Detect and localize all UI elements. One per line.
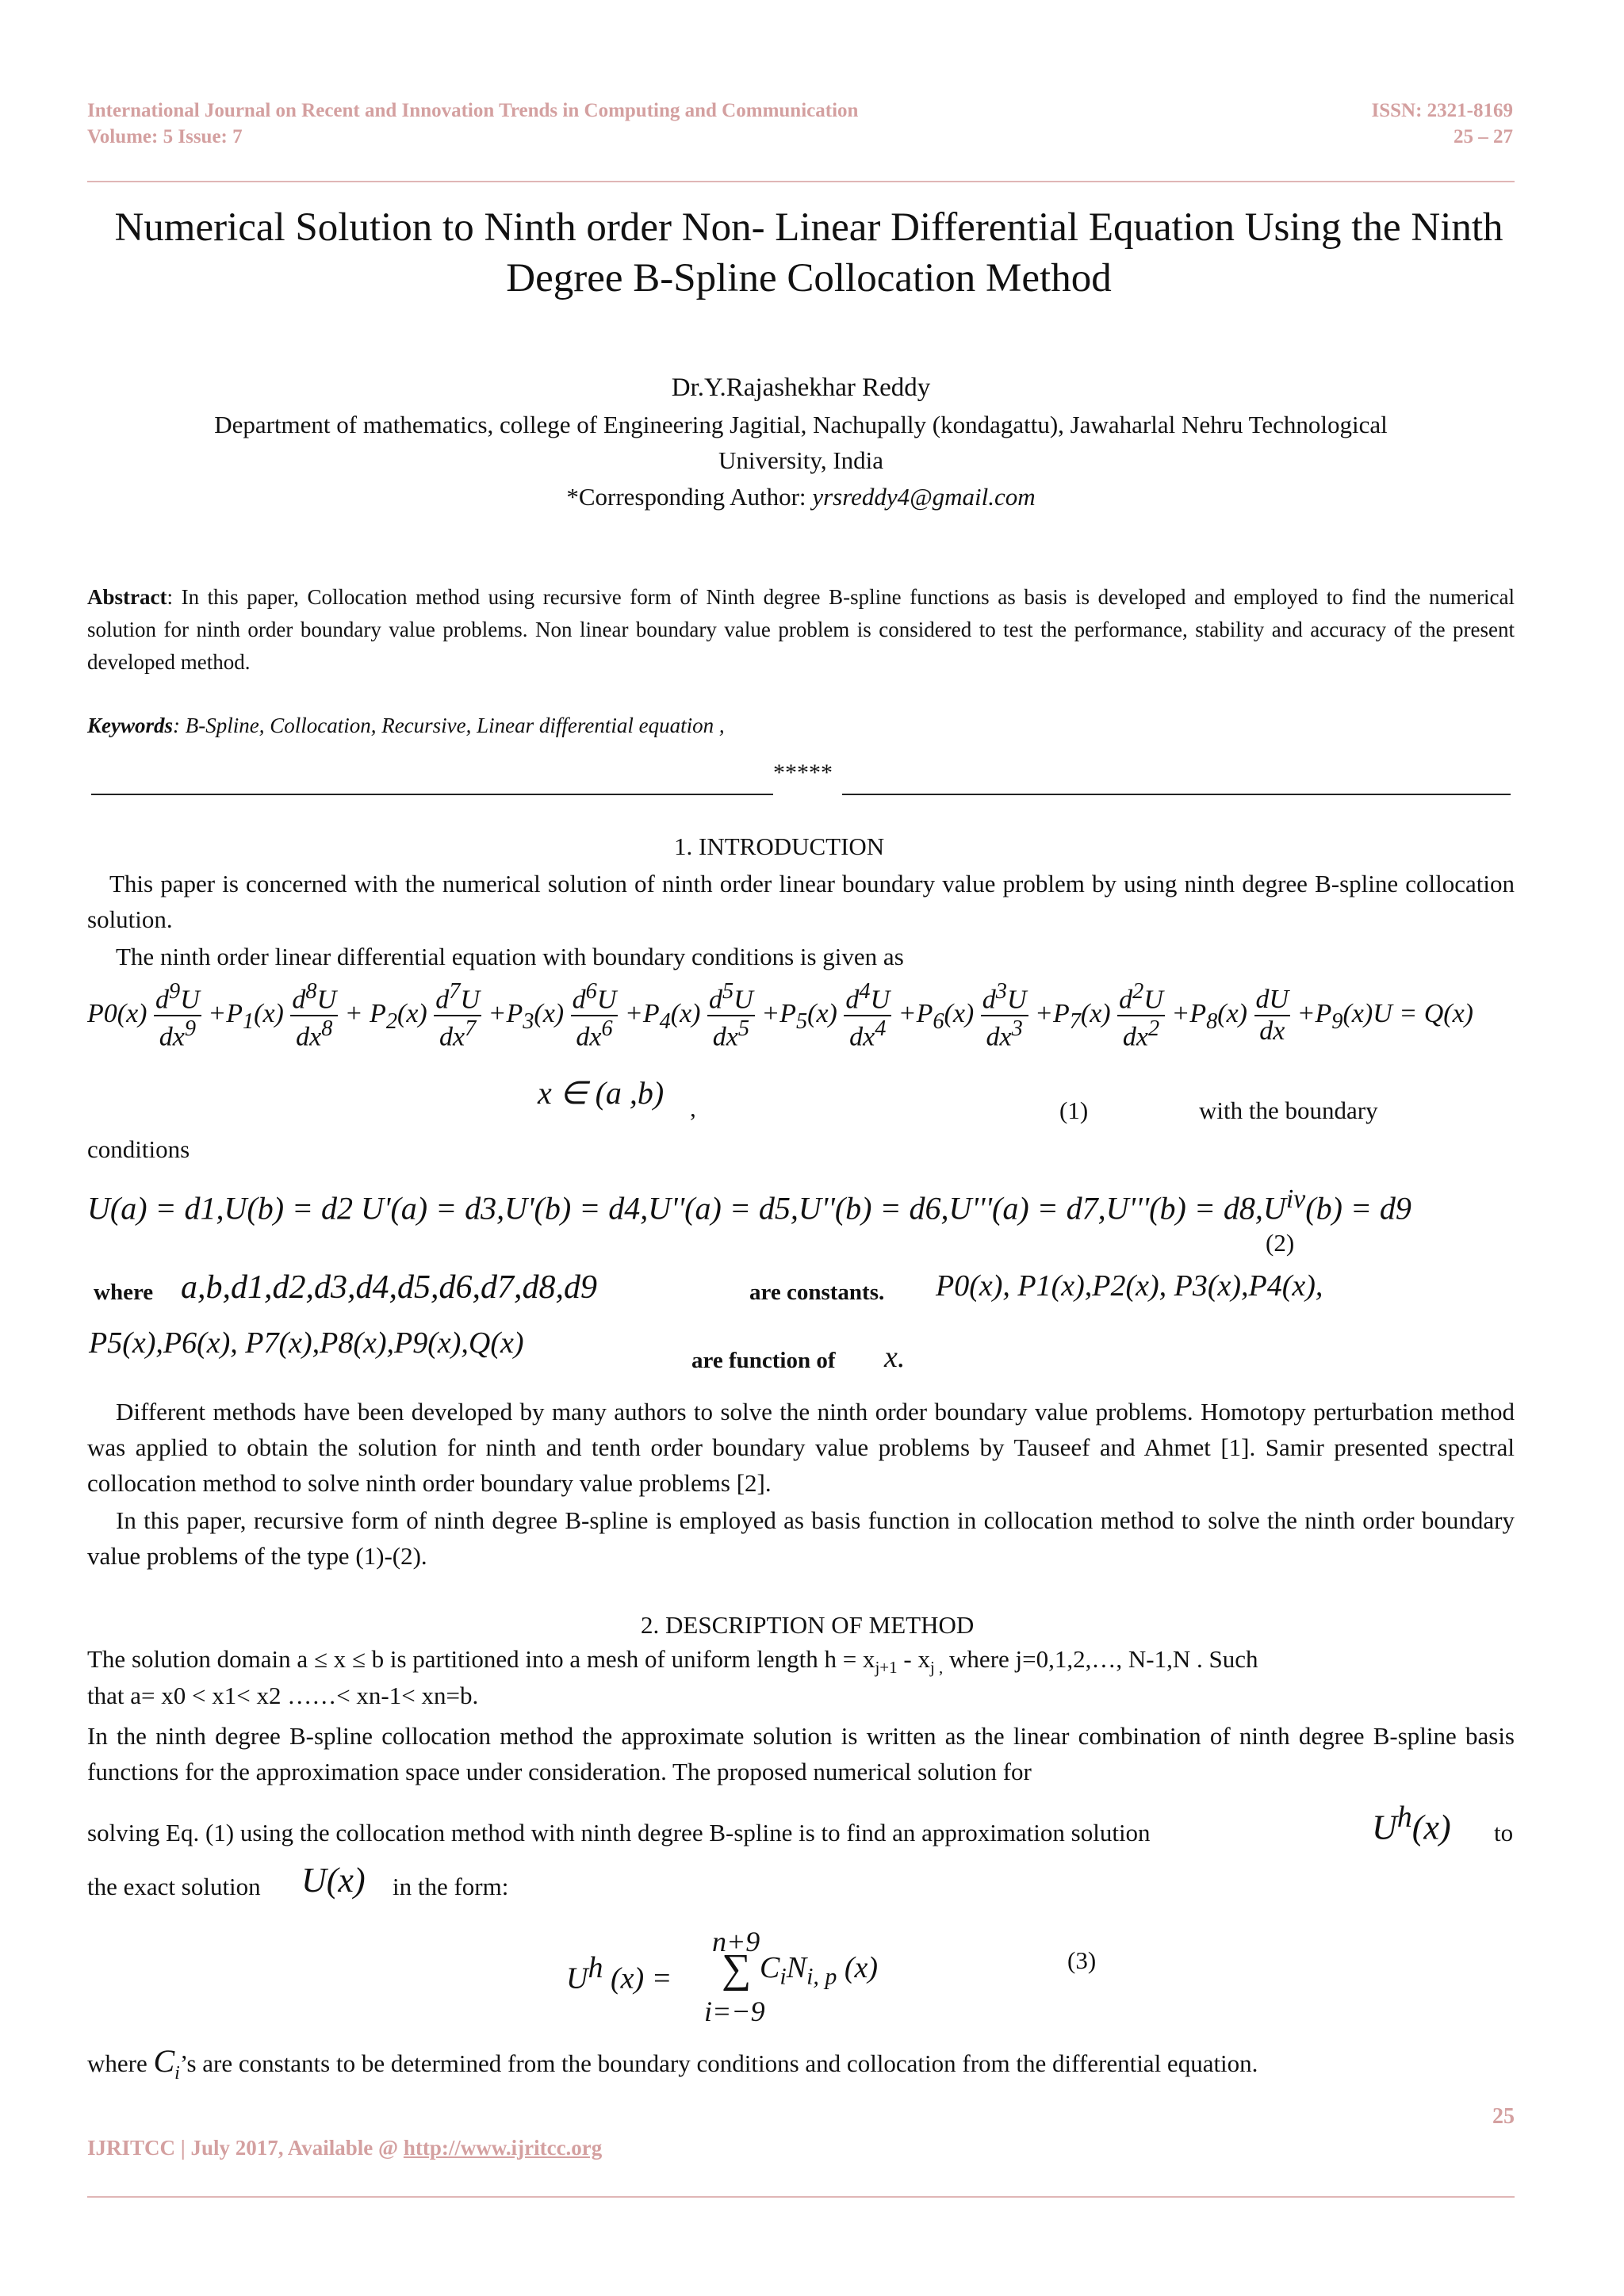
footer-label: IJRITCC | July 2017, Available @: [87, 2136, 404, 2160]
eq3-number: (3): [1067, 1946, 1097, 1974]
keywords-text: : B-Spline, Collocation, Recursive, Linear differential equation ,: [173, 714, 725, 737]
equation-2: [87, 1184, 1411, 1226]
s2-p1b: where j=0,1,2,…, N-1,N . Such: [949, 1645, 1258, 1673]
conditions-word: conditions: [87, 1135, 190, 1163]
x-variable: x.: [884, 1341, 906, 1374]
section2-p5: [87, 2042, 1258, 2084]
eq2-number: (2): [1266, 1229, 1295, 1257]
abstract-label: Abstract: [87, 585, 167, 609]
separator-right: [842, 794, 1511, 795]
section2-p4a: the exact solution: [87, 1873, 261, 1900]
section1-p3: Different methods have been developed by many authors to solve the ninth order boundary value problems. Homotopy perturbation method was applied to obtain the solution for ninth and tenth order boundary value problems by Tauseef and Ahmet [1]. Samir presented spectral collocation method to solve ninth order boundary value problems [2].: [87, 1398, 1515, 1497]
abstract: [87, 581, 1515, 679]
s2-p5b: ’s are constants to be determined from the boundary conditions and collocation from the differential equation.: [179, 2049, 1258, 2077]
eq3-c: C: [760, 1951, 780, 1984]
section2-p3b: to: [1494, 1819, 1514, 1846]
s2-p1a: The solution domain a ≤ x ≤ b is partitioned into a mesh of uniform length h = x: [87, 1645, 875, 1673]
uh-sup: h: [1396, 1800, 1412, 1834]
eq2-body: U(a) = d1,U(b) = d2 U'(a) = d3,U'(b) = d4,U''(a) = d5,U''(b) = d6,U'''(a) = d7,U'''(b) = d8,U: [87, 1190, 1286, 1226]
page-range: 25 – 27: [1454, 126, 1513, 147]
constants-list: a,b,d1,d2,d3,d4,d5,d6,d7,d8,d9: [181, 1269, 597, 1306]
section1-p2: The ninth order linear differential equation with boundary conditions is given as: [116, 943, 904, 970]
uh-u: U: [1372, 1808, 1397, 1847]
section1-heading: 1. INTRODUCTION: [674, 832, 885, 860]
section2-p1: [87, 1645, 1258, 1678]
corresponding-label: *Corresponding Author:: [566, 483, 806, 511]
footer-text: [87, 2136, 602, 2160]
footer-link[interactable]: http://www.ijritcc.org: [403, 2136, 603, 2160]
eq3-lhs: $U^h$ (x) =: [566, 1951, 672, 1996]
corresponding-author: [87, 479, 1515, 515]
abstract-text: : In this paper, Collocation method using recursive form of Ninth degree B-spline functions as basis is developed and employed to find the numerical solution for ninth order boundary value problems. Non linear boundary value problem is considered to test the performance, stability and accuracy of the present developed method.: [87, 585, 1515, 674]
section1-p1: This paper is concerned with the numerical solution of ninth order linear boundary value problem by using ninth degree B-spline collocation solution.: [87, 870, 1515, 933]
issn: ISSN: 2321-8169: [1371, 100, 1513, 121]
s2-sub2: j ,: [929, 1658, 944, 1678]
author-name: Dr.Y.Rajashekhar Reddy: [671, 373, 931, 402]
functions-list-2: P5(x),P6(x), P7(x),P8(x),P9(x),Q(x): [89, 1326, 524, 1360]
volume-issue: Volume: 5 Issue: 7: [87, 126, 243, 147]
s2-sub1: j+1: [875, 1658, 898, 1678]
equation-1: P0(x) $\frac{d^9U}{dx^9}$ $+P_1(x)$ $\frac{d^8U}{dx^8}$ + $P_2(x)$ $\frac{d^7U}{dx^7}$ $+P_3(x)$ $\frac{d^6U}{dx^6}$ $+P_4(x)$ $\frac{d^5U}{dx^5}$ $+P_5(x)$ $\frac{d^4U}{dx^4}$ $+P_6(x)$ $\frac{d^3U}{dx^3}$ $+P_7(x)$ $\frac{d^2U}{dx^2}$ $+P_8(x)$ $\frac{dU}{dx}$ $+P_9(x)U = Q(x)$: [87, 979, 1473, 1052]
uh-x: [1372, 1800, 1451, 1848]
separator-stars: *****: [773, 760, 833, 786]
eq1-comma: ,: [690, 1094, 696, 1122]
eq1-number: (1): [1059, 1096, 1089, 1124]
eq3-upper: n+9: [712, 1926, 760, 1957]
section2-p3a: solving Eq. (1) using the collocation method with ninth degree B-spline is to find an approximation solution: [87, 1819, 1151, 1846]
affiliation-line2: University, India: [718, 446, 884, 474]
keywords: [87, 714, 725, 738]
are-constants: are constants.: [749, 1280, 885, 1305]
eq1-after: with the boundary: [1199, 1096, 1378, 1124]
section2-p4b: in the form:: [393, 1873, 509, 1900]
journal-name: International Journal on Recent and Innovation Trends in Computing and Communication: [87, 100, 859, 121]
ci-sub: i: [174, 2063, 180, 2084]
where-label: where: [94, 1280, 154, 1305]
eq2-iv: iv: [1285, 1184, 1306, 1214]
are-function-of: are function of: [691, 1348, 836, 1373]
eq3-body: $C_iN_{i, p}$ (x): [760, 1951, 879, 1990]
header-rule: [87, 181, 1515, 182]
paper-title: Numerical Solution to Ninth order Non- Linear Differential Equation Using the Ninth Degree B-Spline Collocation Method: [114, 205, 1503, 300]
uh-arg: (x): [1411, 1808, 1451, 1847]
eq3-lower: i=−9: [704, 1996, 765, 2027]
section2-heading: 2. DESCRIPTION OF METHOD: [641, 1611, 975, 1639]
s2-p5a: where: [87, 2049, 147, 2077]
author-email[interactable]: yrsreddy4@gmail.com: [812, 483, 1036, 511]
s2-p1mid: - x: [903, 1645, 930, 1673]
footer-rule: [87, 2196, 1515, 2198]
affiliation-line1: Department of mathematics, college of Engineering Jagitial, Nachupally (kondagattu), Jawaharlal Nehru Technological: [214, 411, 1388, 438]
ci-c: C: [153, 2043, 175, 2079]
functions-list-1: P0(x), P1(x),P2(x), P3(x),P4(x),: [936, 1269, 1323, 1303]
section2-p1c: that a= x0 < x1< x2 ……< xn-1< xn=b.: [87, 1682, 479, 1709]
section2-p2: In the ninth degree B-spline collocation method the approximate solution is written as the linear combination of ninth degree B-spline basis functions for the approximation space under consideration. The proposed numerical solution for: [87, 1722, 1515, 1785]
eq2-end: (b) = d9: [1305, 1190, 1411, 1226]
eq1-domain: x ∈ (a ,b): [538, 1075, 665, 1111]
section1-p4: In this paper, recursive form of ninth degree B-spline is employed as basis function in collocation method to solve the ninth order boundary value problems of the type (1)-(2).: [87, 1506, 1515, 1570]
separator-left: [91, 794, 773, 795]
ci-symbol: [153, 2043, 180, 2084]
page-number: 25: [1492, 2104, 1515, 2129]
u-of-x: U(x): [301, 1861, 366, 1900]
keywords-label: Keywords: [87, 714, 173, 737]
eq3-sum-sign: ∑: [722, 1946, 752, 1992]
